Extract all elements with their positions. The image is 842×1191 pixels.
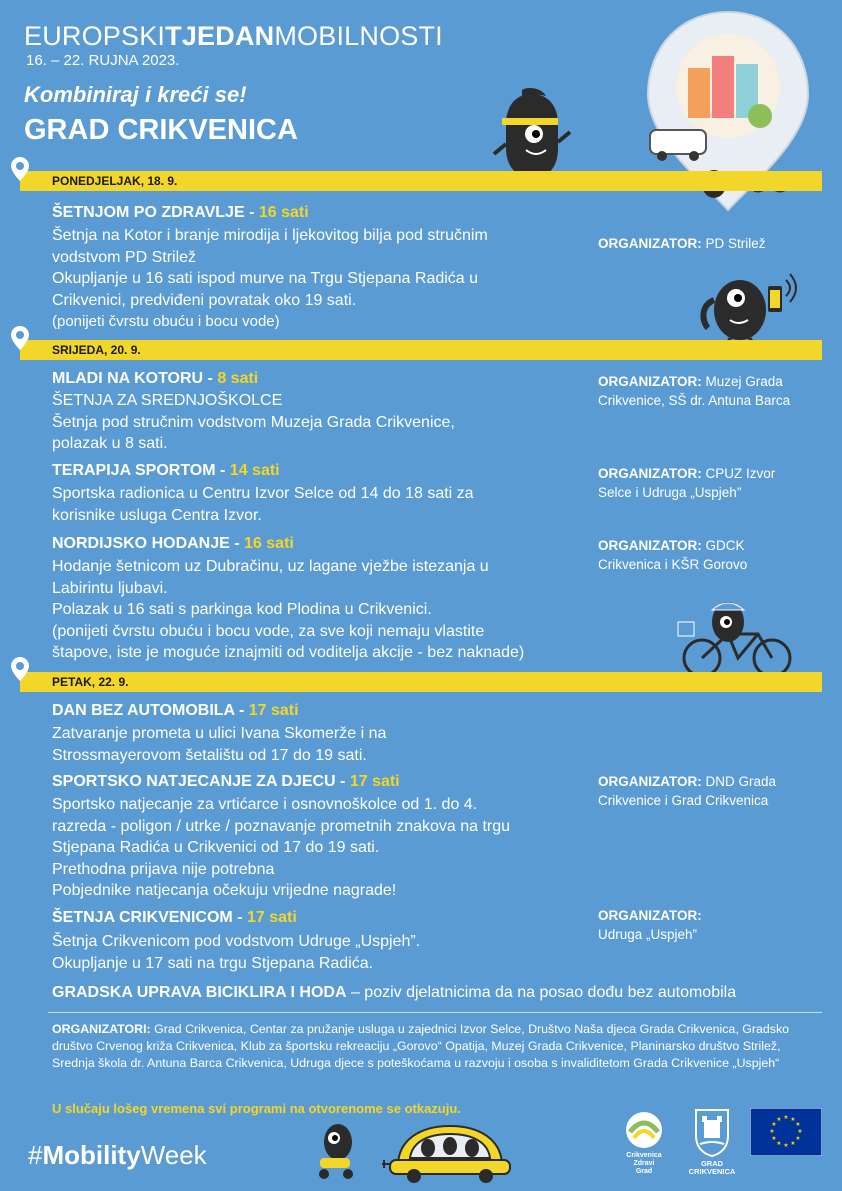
event-title-nordijsko-hodanje: NORDIJSKO HODANJE - 16 sati bbox=[52, 535, 294, 552]
organizer-name: DND Grada bbox=[705, 774, 777, 789]
description-line: Stjepana Radića u Crikvenici od 17 do 19 sati. bbox=[52, 839, 380, 856]
event-title bbox=[24, 20, 443, 52]
logo-line: Crikvenica bbox=[626, 1152, 662, 1159]
description-line: Šetnja na Kotor i branje mirodija i ljekovitog bilja pod stručnim bbox=[52, 227, 488, 244]
svg-text:★: ★ bbox=[797, 1128, 803, 1135]
organizer-info bbox=[598, 536, 747, 574]
bicycle-mascot-icon bbox=[676, 598, 802, 682]
gradska-rest: – poziv djelatnicima da na posao dođu bez automobila bbox=[346, 984, 737, 1001]
location-pin-icon bbox=[10, 656, 30, 682]
event-dates: 16. – 22. RUJNA 2023. bbox=[26, 52, 180, 69]
zdravi-grad-logo-text bbox=[614, 1152, 674, 1176]
zdravi-grad-logo-icon bbox=[622, 1110, 666, 1150]
event-time: 14 sati bbox=[229, 462, 280, 479]
divider bbox=[48, 1012, 822, 1013]
event-name: NORDIJSKO HODANJE bbox=[52, 535, 230, 552]
organizer-name: CPUZ Izvor bbox=[705, 466, 776, 481]
description-line: Crikvenici, predviđeni povratak oko 19 sati. bbox=[52, 291, 357, 309]
svg-text:★: ★ bbox=[783, 1114, 789, 1121]
event-description bbox=[52, 556, 524, 664]
hashtag-bold: Mobility bbox=[42, 1140, 141, 1170]
event-title-mladi-na-kotoru: MLADI NA KOTORU - 8 sati bbox=[52, 370, 259, 387]
event-time: 17 sati bbox=[248, 702, 299, 719]
car-icon bbox=[380, 1120, 520, 1184]
event-name: SPORTSKO NATJECANJE ZA DJECU bbox=[52, 773, 336, 790]
hashtag-hash: # bbox=[28, 1140, 43, 1170]
svg-text:★: ★ bbox=[771, 1135, 777, 1142]
description-line: vodstvom PD Strilež bbox=[52, 248, 197, 266]
organizer-name: Crikvenice, SŠ dr. Antuna Barca bbox=[598, 393, 791, 408]
svg-text:★: ★ bbox=[776, 1140, 782, 1147]
organizer-name: Selce i Udruga „Uspjeh” bbox=[598, 485, 742, 500]
description-line: ŠETNJA ZA SREDNJOŠKOLCE bbox=[52, 392, 283, 409]
event-title-setnja-crikvenicom: ŠETNJA CRIKVENICOM - 17 sati bbox=[52, 909, 297, 926]
description-line: štapove, iste je moguće iznajmiti od voditelja akcije - bez naknade) bbox=[52, 644, 525, 661]
city-title: GRAD CRIKVENICA bbox=[24, 114, 298, 146]
organizer-label: ORGANIZATOR: bbox=[598, 908, 702, 923]
slogan: Kombiniraj i kreći se! bbox=[24, 82, 247, 107]
svg-text:★: ★ bbox=[790, 1140, 796, 1147]
description-line: Prethodna prijava nije potrebna bbox=[52, 860, 275, 878]
title-part-1: EUROPSKI bbox=[24, 21, 166, 51]
event-name: ŠETNJA CRIKVENICOM bbox=[52, 909, 233, 926]
description-line: Strossmayerovom šetalištu od 17 do 19 sati. bbox=[52, 746, 367, 764]
organizers-label: ORGANIZATORI: bbox=[52, 1022, 151, 1036]
event-name: ŠETNJOM PO ZDRAVLJE bbox=[52, 204, 245, 221]
weather-note: U slučaju lošeg vremena svi programi na otvorenome se otkazuju. bbox=[52, 1101, 461, 1116]
event-description bbox=[52, 931, 420, 974]
day-label: PETAK, 22. 9. bbox=[52, 675, 129, 689]
description-line: Okupljanje u 16 sati ispod murve na Trgu Stjepana Radića u bbox=[52, 270, 479, 287]
grad-logo-text bbox=[680, 1160, 744, 1176]
organizer-name: Udruga „Uspjeh” bbox=[598, 927, 698, 942]
eu-flag-icon bbox=[750, 1108, 822, 1156]
svg-text:★: ★ bbox=[776, 1116, 782, 1123]
organizer-label: ORGANIZATOR: bbox=[598, 236, 702, 251]
day-bar-wednesday bbox=[20, 340, 822, 360]
description-line: (ponijeti čvrstu obuću i bocu vode) bbox=[52, 313, 280, 330]
event-time: 8 sati bbox=[217, 370, 259, 387]
description-line: Šetnja pod stručnim vodstvom Muzeja Grada Crikvenice, bbox=[52, 413, 455, 431]
organizer-info bbox=[598, 906, 702, 944]
description-line: Labirintu ljubavi. bbox=[52, 579, 168, 597]
day-label: PONEDJELJAK, 18. 9. bbox=[52, 174, 178, 188]
logo-line: Zdravi bbox=[633, 1160, 655, 1167]
organizer-label: ORGANIZATOR: bbox=[598, 466, 702, 481]
hashtag bbox=[28, 1140, 207, 1171]
event-name: DAN BEZ AUTOMOBILA bbox=[52, 702, 235, 719]
organizer-info bbox=[598, 464, 775, 502]
description-line: Okupljanje u 17 sati na trgu Stjepana Radića. bbox=[52, 954, 374, 972]
location-pin-icon bbox=[10, 325, 30, 351]
organizer-name: GDCK bbox=[705, 538, 745, 553]
event-name: TERAPIJA SPORTOM bbox=[52, 462, 216, 479]
title-part-2: TJEDAN bbox=[165, 21, 275, 51]
event-description bbox=[52, 794, 510, 902]
event-title-dan-bez-automobila: DAN BEZ AUTOMOBILA - 17 sati bbox=[52, 702, 299, 719]
organizer-name: PD Strilež bbox=[705, 236, 766, 251]
svg-text:★: ★ bbox=[771, 1121, 777, 1128]
event-name: MLADI NA KOTORU bbox=[52, 370, 204, 387]
location-pin-icon bbox=[10, 156, 30, 182]
event-description bbox=[52, 225, 488, 333]
day-bar-friday bbox=[20, 672, 822, 692]
gradska-bold: GRADSKA UPRAVA BICIKLIRA I HODA bbox=[52, 984, 347, 1001]
description-line: razreda - poligon / utrke / poznavanje prometnih znakova na trgu bbox=[52, 817, 511, 835]
description-line: (ponijeti čvrstu obuću i bocu vode, za sve koji nemaju vlastite bbox=[52, 622, 485, 640]
description-line: Pobjednike natjecanja očekuju vrijedne nagrade! bbox=[52, 882, 397, 899]
logo-line: CRIKVENICA bbox=[688, 1167, 736, 1176]
event-description bbox=[52, 723, 386, 766]
day-label: SRIJEDA, 20. 9. bbox=[52, 343, 141, 357]
svg-text:★: ★ bbox=[795, 1121, 801, 1128]
svg-text:★: ★ bbox=[783, 1142, 789, 1149]
description-line: Polazak u 16 sati s parkinga kod Plodina u Crikvenici. bbox=[52, 601, 432, 618]
title-part-3: MOBILNOSTI bbox=[274, 21, 443, 51]
organizer-info bbox=[598, 234, 766, 253]
gradska-uprava-note bbox=[52, 984, 736, 1002]
event-time: 17 sati bbox=[246, 909, 297, 926]
organizer-name: Crikvenica i KŠR Gorovo bbox=[598, 557, 748, 572]
organizers-list bbox=[52, 1021, 792, 1072]
description-line: Sportska radionica u Centru Izvor Selce od 14 do 18 sati za bbox=[52, 485, 474, 502]
description-line: polazak u 8 sati. bbox=[52, 435, 168, 452]
organizer-label: ORGANIZATOR: bbox=[598, 538, 702, 553]
description-line: Šetnja Crikvenicom pod vodstvom Udruge „Uspjeh”. bbox=[52, 933, 421, 950]
organizer-info bbox=[598, 772, 776, 810]
svg-text:★: ★ bbox=[769, 1128, 775, 1135]
event-description bbox=[52, 390, 455, 455]
organizer-label: ORGANIZATOR: bbox=[598, 374, 702, 389]
organizers-text: Grad Crikvenica, Centar za pružanje usluga u zajednici Izvor Selce, Društvo Naša djeca Grada Crikvenica, Gradsko društvo Crvenog križa Crikvenica, Klub za športsku rekreaciju „Gorovo“ Opatija, Muzej Grada Crikvenice, Planinarsko društvo Strilež, Srednja škola dr. Antuna Barca Crikvenica, Udruga djece s poteškoćama u razvoju i osoba s invaliditetom Grada Crikvenice „Uspjeh“ bbox=[52, 1022, 790, 1070]
event-description bbox=[52, 483, 474, 526]
description-line: Sportsko natjecanje za vrtićarce i osnovnoškolce od 1. do 4. bbox=[52, 796, 478, 813]
description-line: Hodanje šetnicom uz Dubračinu, uz lagane vježbe istezanja u bbox=[52, 558, 489, 575]
description-line: korisnike usluga Centra Izvor. bbox=[52, 506, 262, 524]
city-crest-icon bbox=[692, 1106, 732, 1158]
event-time: 16 sati bbox=[244, 535, 294, 552]
event-time: 16 sati bbox=[258, 204, 309, 221]
svg-text:★: ★ bbox=[790, 1116, 796, 1123]
organizer-name: Crikvenice i Grad Crikvenica bbox=[598, 793, 769, 808]
day-bar-monday bbox=[20, 171, 822, 191]
logo-line: GRAD bbox=[700, 1159, 724, 1168]
hashtag-rest: Week bbox=[140, 1140, 207, 1170]
logo-line: Grad bbox=[635, 1168, 653, 1175]
organizer-label: ORGANIZATOR: bbox=[598, 774, 702, 789]
svg-text:★: ★ bbox=[795, 1135, 801, 1142]
organizer-name: Muzej Grada bbox=[705, 374, 783, 389]
event-title-setnjom-po-zdravlje: ŠETNJOM PO ZDRAVLJE - 16 sati bbox=[52, 204, 309, 221]
event-title-sportsko-natjecanje: SPORTSKO NATJECANJE ZA DJECU - 17 sati bbox=[52, 773, 400, 790]
scooter-mascot-icon bbox=[312, 1120, 368, 1182]
organizer-info bbox=[598, 372, 790, 410]
description-line: Zatvaranje prometa u ulici Ivana Skomerže i na bbox=[52, 725, 387, 742]
event-time: 17 sati bbox=[349, 773, 400, 790]
event-title-terapija-sportom: TERAPIJA SPORTOM - 14 sati bbox=[52, 462, 280, 479]
